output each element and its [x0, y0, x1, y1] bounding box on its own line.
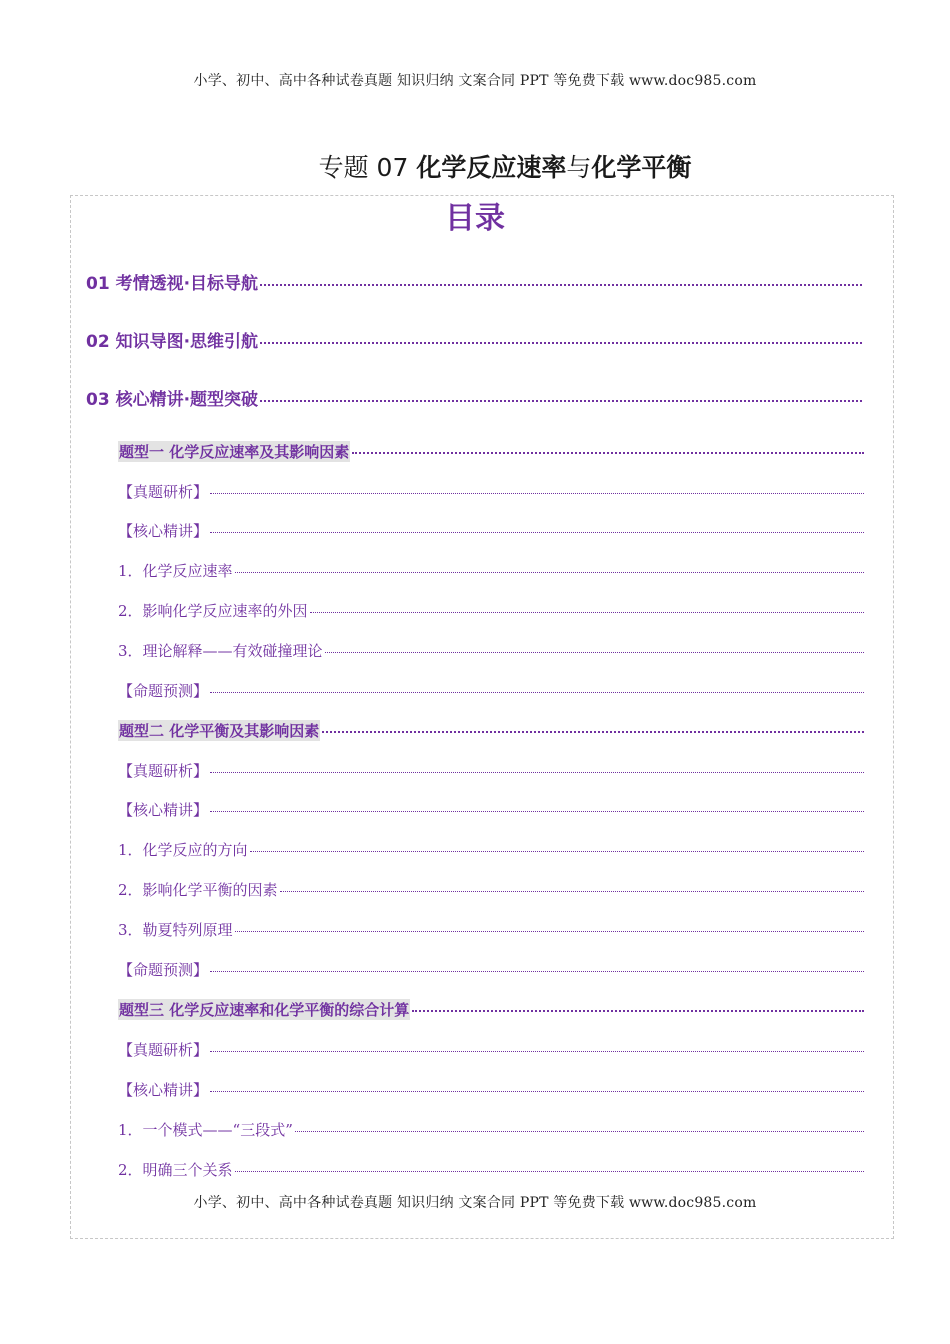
toc-entry-label: 1．化学反应的方向 [118, 841, 248, 859]
toc-entry[interactable] [118, 1039, 864, 1060]
toc-entry-label: 1．一个模式——“三段式” [118, 1121, 293, 1139]
toc-entry-label: 【命题预测】 [118, 961, 209, 979]
dot-leader [250, 851, 864, 852]
toc-entry-label: 3．勒夏特列原理 [118, 921, 233, 939]
dot-leader [210, 772, 864, 773]
dot-leader [210, 1051, 864, 1052]
title-part1: 化学反应速率 [416, 153, 567, 182]
page-footer-note: 小学、初中、高中各种试卷真题 知识归纳 文案合同 PPT 等免费下载 www.doc985.com [193, 1195, 757, 1211]
title-prefix: 专题 07 [318, 153, 417, 182]
document-title [0, 148, 950, 184]
toc-entry-label: 【核心精讲】 [118, 522, 209, 540]
toc-entry[interactable] [118, 560, 864, 581]
toc-entry[interactable] [118, 680, 864, 701]
dot-leader [412, 1010, 864, 1012]
dot-leader [260, 284, 862, 286]
toc-entry[interactable] [118, 720, 864, 741]
toc-entry[interactable] [118, 879, 864, 900]
toc-entry-label: 【真题研析】 [118, 762, 209, 780]
dot-leader [210, 1091, 864, 1092]
toc-entry-label: 2．影响化学平衡的因素 [118, 881, 278, 899]
toc-entry-label: 02 知识导图·思维引航 [86, 332, 259, 352]
dot-leader [322, 731, 864, 733]
toc-entry[interactable] [86, 327, 862, 352]
dot-leader [210, 971, 864, 972]
toc-entry-label: 2．明确三个关系 [118, 1161, 233, 1179]
toc-entry[interactable] [118, 520, 864, 541]
dot-leader [210, 532, 864, 533]
dot-leader [235, 1171, 864, 1172]
toc-entry-label: 题型三 化学反应速率和化学平衡的综合计算 [119, 1001, 410, 1019]
toc-entry-label: 【真题研析】 [118, 1041, 209, 1059]
toc-entry[interactable] [118, 799, 864, 820]
toc-entry[interactable] [118, 1159, 864, 1180]
dot-leader [325, 652, 864, 653]
dot-leader [235, 572, 864, 573]
toc-entry-label: 1．化学反应速率 [118, 562, 233, 580]
toc-heading: 目录 [445, 201, 505, 236]
toc-entry[interactable] [118, 481, 864, 502]
toc-entry[interactable] [118, 999, 864, 1020]
dot-leader [260, 342, 862, 344]
dot-leader [210, 811, 864, 812]
toc-entry[interactable] [118, 640, 864, 661]
dot-leader [210, 692, 864, 693]
dot-leader [260, 400, 862, 402]
toc-entry-label: 【命题预测】 [118, 682, 209, 700]
toc-entry[interactable] [118, 1119, 864, 1140]
toc-entry-label: 2．影响化学反应速率的外因 [118, 602, 308, 620]
toc-entry[interactable] [118, 919, 864, 940]
toc-entry-label: 01 考情透视·目标导航 [86, 274, 259, 294]
toc-entry[interactable] [118, 839, 864, 860]
toc-entry[interactable] [118, 441, 864, 462]
toc-entry-label: 3．理论解释——有效碰撞理论 [118, 642, 323, 660]
dot-leader [295, 1131, 864, 1132]
toc-entry[interactable] [118, 1079, 864, 1100]
dot-leader [235, 931, 864, 932]
dot-leader [280, 891, 864, 892]
toc-entry-label: 题型二 化学平衡及其影响因素 [119, 722, 320, 740]
title-connector: 与 [566, 153, 592, 182]
page-header-note: 小学、初中、高中各种试卷真题 知识归纳 文案合同 PPT 等免费下载 www.doc985.com [193, 73, 757, 89]
title-part2: 化学平衡 [591, 153, 692, 182]
toc-entry-label: 03 核心精讲·题型突破 [86, 390, 259, 410]
toc-entry[interactable] [86, 385, 862, 410]
dot-leader [310, 612, 864, 613]
toc-entry[interactable] [118, 760, 864, 781]
toc-entry-label: 题型一 化学反应速率及其影响因素 [119, 443, 350, 461]
dot-leader [210, 493, 864, 494]
toc-entry-label: 【核心精讲】 [118, 1081, 209, 1099]
toc-entry[interactable] [118, 959, 864, 980]
toc-entry[interactable] [118, 600, 864, 621]
toc-entry[interactable] [86, 269, 862, 294]
dot-leader [352, 452, 864, 454]
toc-entry-label: 【核心精讲】 [118, 801, 209, 819]
toc-entry-label: 【真题研析】 [118, 483, 209, 501]
